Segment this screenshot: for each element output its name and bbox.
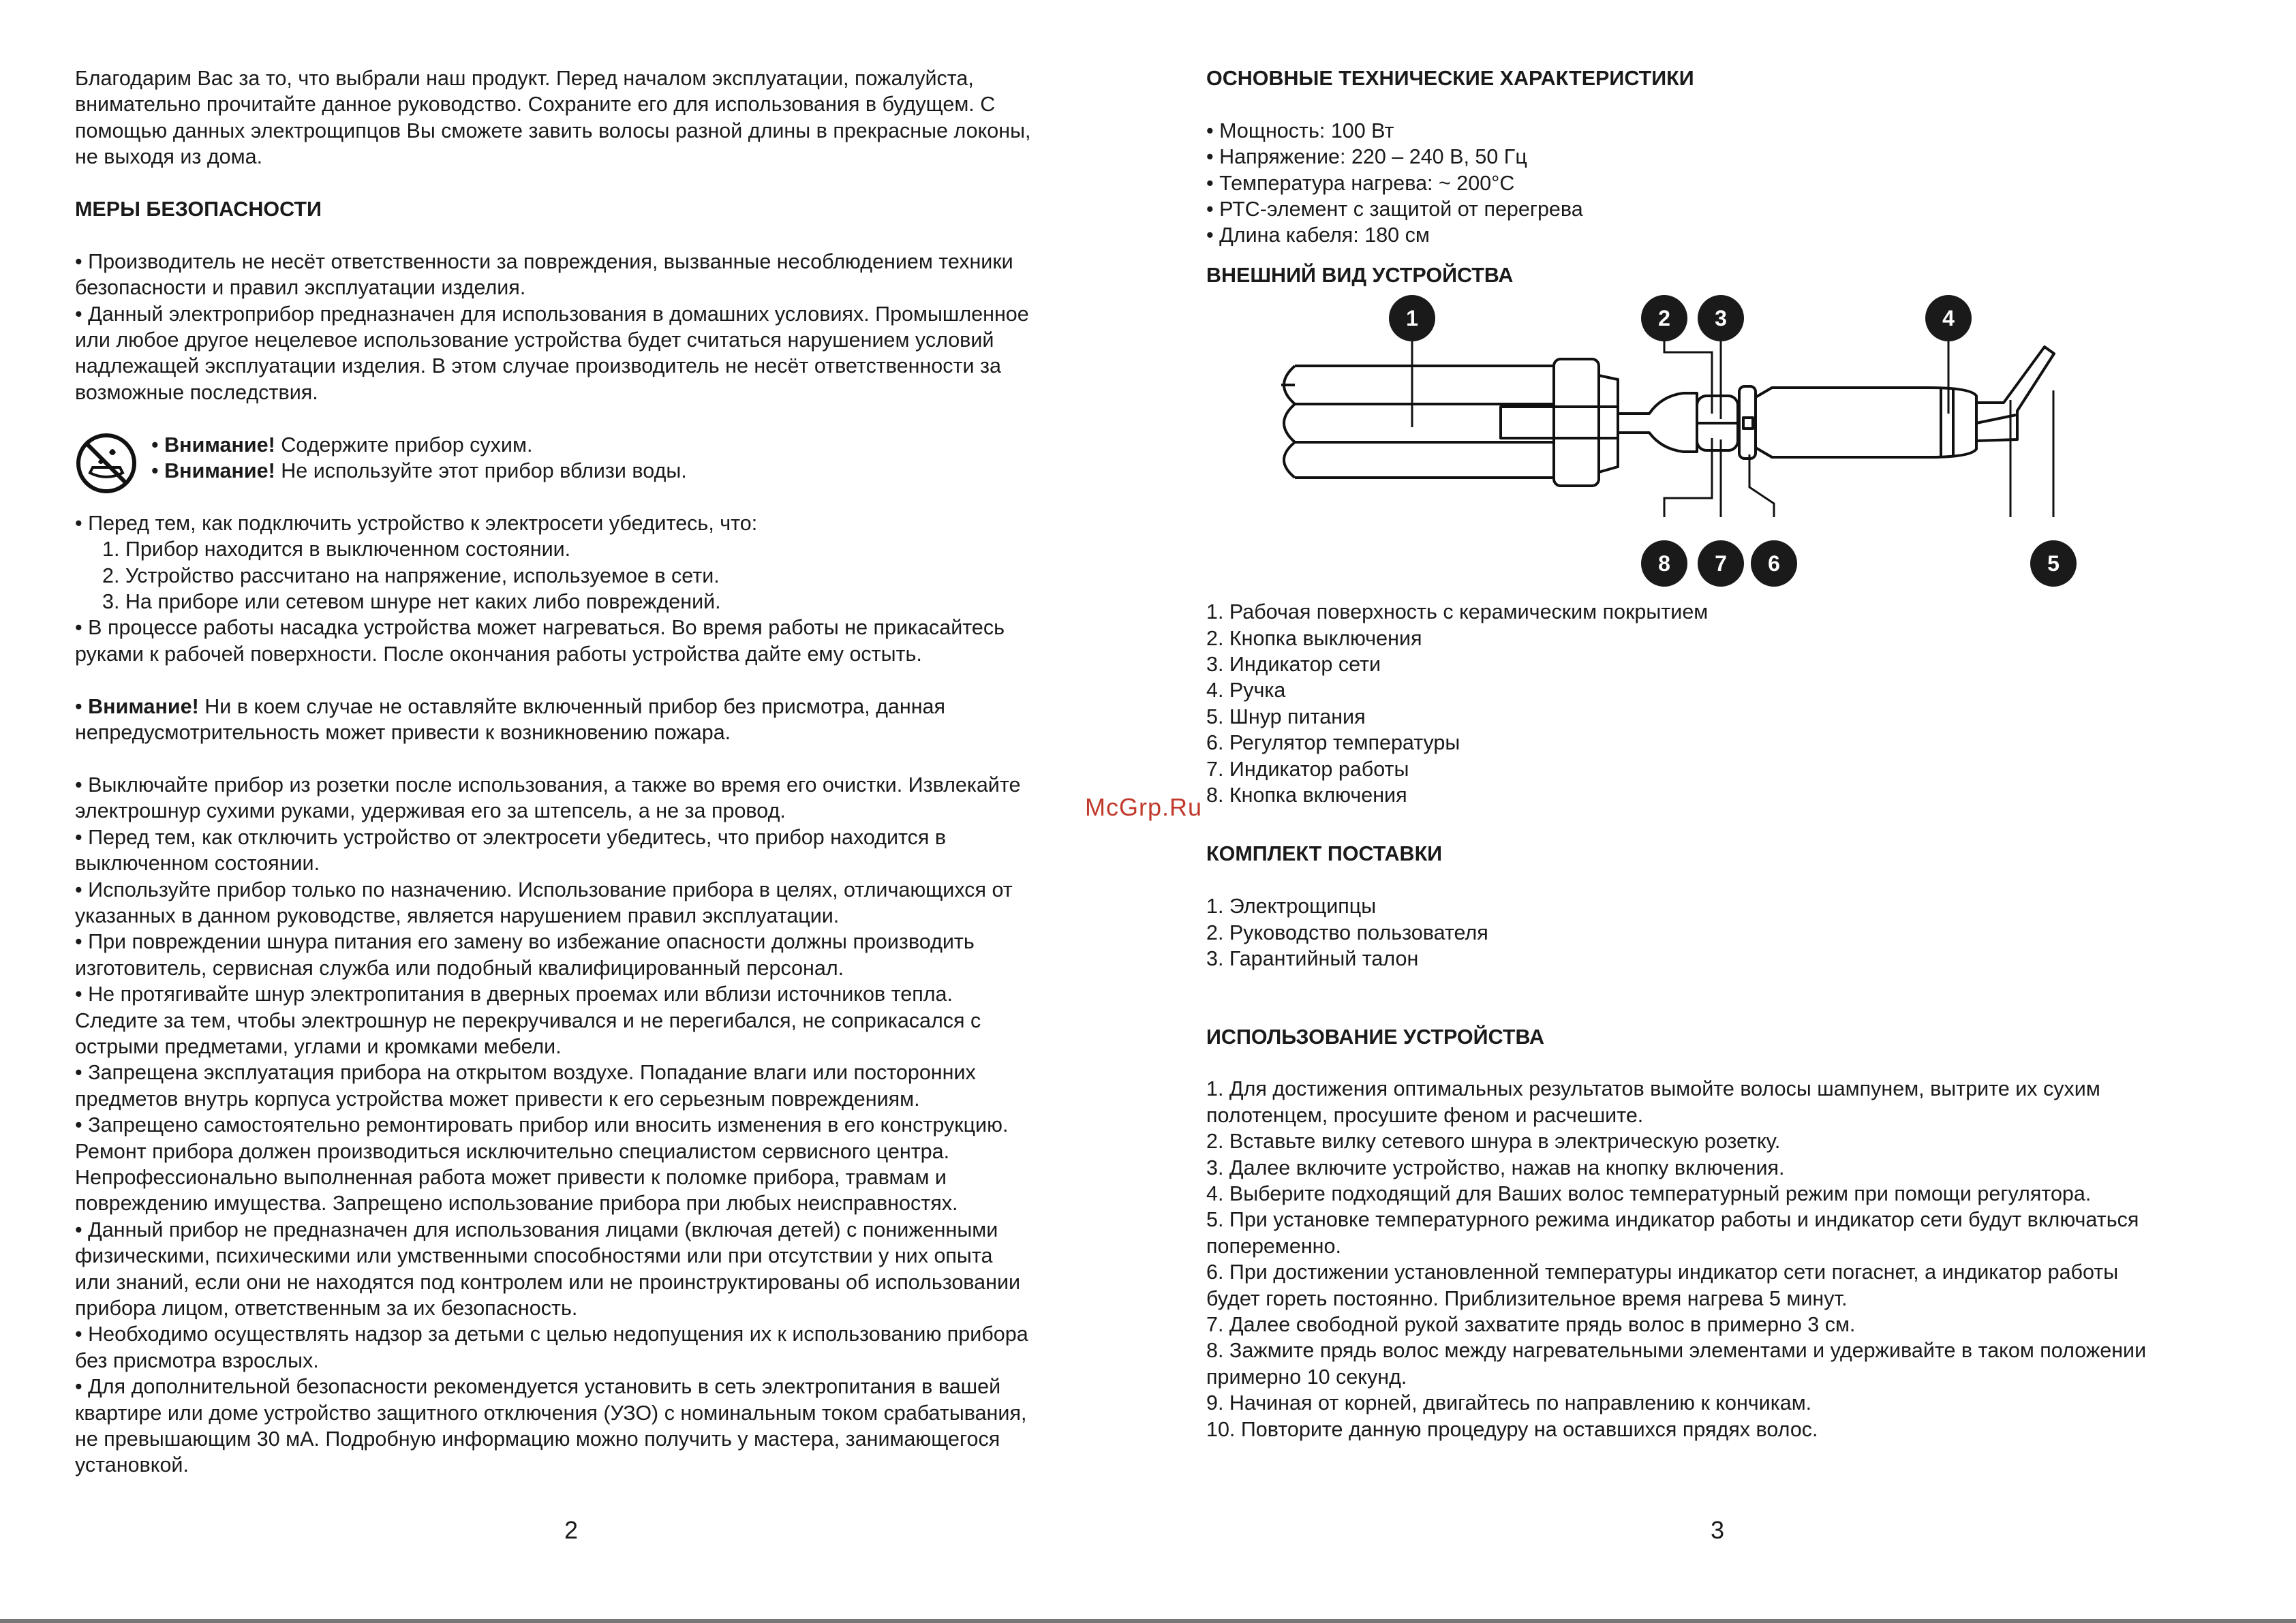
text-line: • Для дополнительной безопасности рекомендуется установить в сеть электропитания в вашей: [75, 1375, 1001, 1399]
usage-item: 9. Начиная от корней, двигайтесь по направлению к кончикам.: [1206, 1391, 1812, 1415]
text-line: • Выключайте прибор из розетки после использования, а также во время его очистки. Извлекайте: [75, 773, 1021, 797]
callout-4: 4: [1942, 306, 1955, 331]
curling-iron-drawing: [1206, 294, 2147, 598]
text-line: • Производитель не несёт ответственности за повреждения, вызванные несоблюдением техники: [75, 249, 1013, 273]
text-line: Ремонт прибора должен производиться исключительно специалистом сервисного центра.: [75, 1139, 950, 1163]
text-line: • Запрещено самостоятельно ремонтировать прибор или вносить изменения в его конструкцию.: [75, 1113, 1009, 1137]
kit-list: [1206, 893, 2222, 972]
text-line: непредусмотрительность может привести к возникновению пожара.: [75, 721, 731, 745]
text-line: предметов внутрь корпуса устройства может привести к его серьезным повреждениям.: [75, 1087, 920, 1111]
part-item: 2. Кнопка выключения: [1206, 626, 1422, 650]
text-line: выключенном состоянии.: [75, 852, 320, 876]
checklist-item: 2. Устройство рассчитано на напряжение, используемое в сети.: [102, 563, 720, 587]
safety-block-3: [75, 772, 1097, 1479]
parts-list: [1206, 599, 2222, 808]
callout-5: 5: [2047, 551, 2060, 576]
text-line: руками к рабочей поверхности. После окончания работы устройства дайте ему остыть.: [75, 642, 922, 666]
specs-list: [1206, 118, 2222, 249]
text-line: надлежащей эксплуатации изделия. В этом случае производитель не несёт ответственности за: [75, 354, 1001, 378]
right-page: [1206, 65, 2222, 1442]
usage-item: 5. При установке температурного режима индикатор работы и индикатор сети будут включаться: [1206, 1208, 2139, 1232]
part-item: 1. Рабочая поверхность с керамическим покрытием: [1206, 600, 1709, 624]
part-item: 3. Индикатор сети: [1206, 653, 1381, 677]
spec-item: • РТС-элемент с защитой от перегрева: [1206, 198, 1583, 221]
text-line: повреждению имущества. Запрещено использование прибора при любых неисправностях.: [75, 1192, 958, 1216]
intro-text: [75, 65, 1097, 170]
text-line: • Данный прибор не предназначен для использования лицами (включая детей) с пониженными: [75, 1218, 998, 1241]
text-line: • При повреждении шнура питания его замену во избежание опасности должны производить: [75, 930, 975, 954]
text-line: без присмотра взрослых.: [75, 1348, 319, 1372]
text-line: безопасности и правил эксплуатации изделия.: [75, 276, 526, 300]
usage-item: 7. Далее свободной рукой захватите прядь волос в примерно 3 см.: [1206, 1312, 1856, 1336]
spec-item: • Напряжение: 220 – 240 В, 50 Гц: [1206, 145, 1527, 169]
callout-1: 1: [1406, 306, 1418, 331]
text-line: • Не протягивайте шнур электропитания в дверных проемах или вблизи источников тепла.: [75, 983, 953, 1006]
safety-block-1: [75, 249, 1097, 405]
spec-item: • Температура нагрева: ~ 200°C: [1206, 171, 1515, 195]
kit-heading: КОМПЛЕКТ ПОСТАВКИ: [1206, 842, 1443, 866]
left-page: [75, 65, 1097, 1479]
part-item: 6. Регулятор температуры: [1206, 731, 1460, 755]
no-water-icon: [75, 432, 138, 495]
text-line: установкой.: [75, 1453, 189, 1477]
text-line: изготовитель, сервисная служба или подобный квалифицированный персонал.: [75, 956, 844, 980]
kit-item: 2. Руководство пользователя: [1206, 921, 1488, 944]
specs-heading: ОСНОВНЫЕ ТЕХНИЧЕСКИЕ ХАРАКТЕРИСТИКИ: [1206, 67, 1694, 90]
text-line: • Запрещена эксплуатация прибора на открытом воздухе. Попадание влаги или посторонних: [75, 1061, 976, 1085]
usage-item: примерно 10 секунд.: [1206, 1365, 1407, 1389]
part-item: 4. Ручка: [1206, 679, 1286, 702]
device-diagram: [1206, 294, 2147, 598]
usage-item: будет гореть постоянно. Приблизительное время нагрева 5 минут.: [1206, 1286, 1848, 1310]
part-item: 8. Кнопка включения: [1206, 784, 1407, 807]
callout-6: 6: [1768, 551, 1780, 576]
usage-item: попеременно.: [1206, 1234, 1341, 1258]
page-number-right: 3: [1711, 1516, 1725, 1544]
usage-item: 6. При достижении установленной температуры индикатор сети погаснет, а индикатор работы: [1206, 1261, 2119, 1284]
text-line: Следите за тем, чтобы электрошнур не перекручивался и не перегибался, не соприкасался с: [75, 1008, 981, 1032]
text-line: • Внимание! Ни в коем случае не оставляйте включенный прибор без присмотра, данная: [75, 694, 946, 718]
usage-item: 2. Вставьте вилку сетевого шнура в электрическую розетку.: [1206, 1130, 1781, 1154]
text-line: электрошнур сухими руками, удерживая его за штепсель, а не за провод.: [75, 799, 786, 823]
usage-item: 3. Далее включите устройство, нажав на кнопку включения.: [1206, 1156, 1785, 1179]
text-line: помощью данных электрощипцов Вы сможете завить волосы разной длины в прекрасные локоны,: [75, 119, 1031, 142]
text-line: • Перед тем, как отключить устройство от электросети убедитесь, что прибор находится в: [75, 825, 947, 849]
safety-heading: МЕРЫ БЕЗОПАСНОСТИ: [75, 198, 322, 221]
bottom-rule: [0, 1619, 2296, 1623]
callout-7: 7: [1715, 551, 1727, 576]
text-line: или знаний, если они не находятся под контролем или не проинструктированы об использовании: [75, 1270, 1021, 1294]
text-line: Непрофессионально выполненная работа может привести к поломке прибора, травмам и: [75, 1165, 947, 1189]
safety-block-2: [75, 510, 1097, 667]
checklist-item: 1. Прибор находится в выключенном состоянии.: [102, 538, 571, 561]
spec-item: • Длина кабеля: 180 см: [1206, 223, 1430, 247]
usage-item: 8. Зажмите прядь волос между нагревательными элементами и удерживайте в таком положении: [1206, 1339, 2147, 1363]
usage-heading: ИСПОЛЬЗОВАНИЕ УСТРОЙСТВА: [1206, 1025, 1545, 1049]
text-line: не превышающим 30 мА. Подробную информацию можно получить у мастера, занимающегося: [75, 1427, 1000, 1451]
callout-2: 2: [1658, 306, 1670, 331]
usage-list: [1206, 1076, 2222, 1442]
part-item: 5. Шнур питания: [1206, 705, 1366, 728]
text-line: не выходя из дома.: [75, 145, 263, 169]
watermark: McGrp.Ru: [1085, 793, 1203, 821]
text-line: квартире или доме устройство защитного отключения (УЗО) с номинальным током срабатывания,: [75, 1401, 1027, 1425]
text-line: указанных в данном руководстве, является нарушением правил эксплуатации.: [75, 903, 840, 927]
usage-item: 1. Для достижения оптимальных результатов вымойте волосы шампунем, вытрите их сухим: [1206, 1077, 2100, 1101]
text-line: • В процессе работы насадка устройства может нагреваться. Во время работы не прикасайтесь: [75, 616, 1005, 640]
text-line: • Перед тем, как подключить устройство к электросети убедитесь, что:: [75, 511, 758, 535]
callout-8: 8: [1658, 551, 1670, 576]
usage-item: 10. Повторите данную процедуру на оставшихся прядях волос.: [1206, 1417, 1818, 1441]
text-line: возможные последствия.: [75, 380, 318, 404]
text-line: острыми предметами, углами и кромками мебели.: [75, 1034, 562, 1058]
text-line: или любое другое нецелевое использование устройства будет считаться нарушением условий: [75, 328, 994, 352]
callout-3: 3: [1715, 306, 1727, 331]
appearance-heading: ВНЕШНИЙ ВИД УСТРОЙСТВА: [1206, 263, 1514, 287]
warning-line-1: • Внимание! Содержите прибор сухим.: [151, 433, 533, 457]
attention-block: [75, 694, 1097, 746]
warning-line-2: • Внимание! Не используйте этот прибор вблизи воды.: [151, 459, 687, 483]
text-line: внимательно прочитайте данное руководство. Сохраните его для использования в будущем. С: [75, 93, 996, 117]
text-line: физическими, психическими или умственными способностями или при отсутствии у них опыта: [75, 1244, 993, 1268]
part-item: 7. Индикатор работы: [1206, 757, 1409, 781]
text-line: • Необходимо осуществлять надзор за детьми с целью недопущения их к использованию прибора: [75, 1323, 1028, 1346]
usage-item: 4. Выберите подходящий для Ваших волос температурный режим при помощи регулятора.: [1206, 1181, 2092, 1205]
usage-item: полотенцем, просушите феном и расчешите.: [1206, 1103, 1644, 1127]
kit-item: 1. Электрощипцы: [1206, 895, 1377, 918]
text-line: Благодарим Вас за то, что выбрали наш продукт. Перед началом эксплуатации, пожалуйста,: [75, 67, 974, 90]
text-line: • Данный электроприбор предназначен для использования в домашних условиях. Промышленное: [75, 302, 1029, 326]
kit-item: 3. Гарантийный талон: [1206, 947, 1419, 971]
spec-item: • Мощность: 100 Вт: [1206, 119, 1394, 142]
text-line: прибора лицом, ответственным за их безопасность.: [75, 1297, 578, 1320]
page-number-left: 2: [564, 1516, 579, 1544]
warnings-block: [75, 432, 1097, 484]
text-line: • Используйте прибор только по назначению. Использование прибора в целях, отличающихся от: [75, 878, 1013, 901]
checklist-item: 3. На приборе или сетевом шнуре нет каких либо повреждений.: [102, 590, 721, 614]
